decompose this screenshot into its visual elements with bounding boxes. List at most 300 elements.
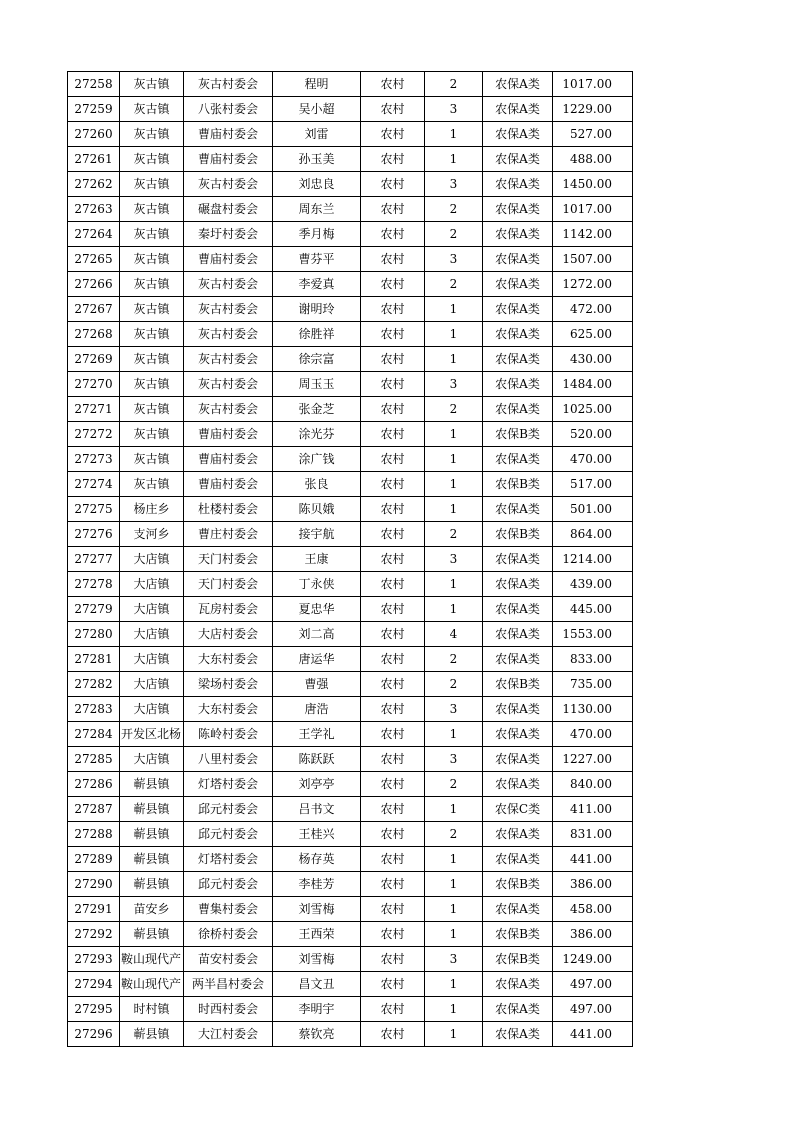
town-cell: 蕲县镇 [120, 847, 184, 872]
table-row [68, 222, 633, 247]
record-id-cell: 27294 [68, 972, 120, 997]
table-row [68, 922, 633, 947]
table-row [68, 697, 633, 722]
member-count-cell: 1 [425, 872, 483, 897]
town-cell: 灰古镇 [120, 197, 184, 222]
record-id-cell: 27290 [68, 872, 120, 897]
record-id-cell: 27289 [68, 847, 120, 872]
household-type-cell: 农村 [361, 197, 425, 222]
household-type-cell: 农村 [361, 122, 425, 147]
member-count-cell: 1 [425, 797, 483, 822]
person-name-cell: 程明 [273, 72, 361, 97]
town-cell: 大店镇 [120, 622, 184, 647]
person-name-cell: 涂光芬 [273, 422, 361, 447]
person-name-cell: 杨存英 [273, 847, 361, 872]
household-type-cell: 农村 [361, 397, 425, 422]
household-type-cell: 农村 [361, 897, 425, 922]
town-cell: 蕲县镇 [120, 822, 184, 847]
table-row [68, 847, 633, 872]
record-id-cell: 27267 [68, 297, 120, 322]
insurance-category-cell: 农保A类 [483, 647, 553, 672]
record-id-cell: 27292 [68, 922, 120, 947]
town-cell: 蕲县镇 [120, 1022, 184, 1047]
member-count-cell: 2 [425, 772, 483, 797]
person-name-cell: 张良 [273, 472, 361, 497]
record-id-cell: 27266 [68, 272, 120, 297]
village-committee-cell: 灰古村委会 [184, 322, 273, 347]
amount-cell: 1484.00 [553, 372, 633, 397]
amount-cell: 470.00 [553, 722, 633, 747]
person-name-cell: 孙玉美 [273, 147, 361, 172]
town-cell: 灰古镇 [120, 372, 184, 397]
person-name-cell: 王西荣 [273, 922, 361, 947]
household-type-cell: 农村 [361, 772, 425, 797]
table-row [68, 272, 633, 297]
member-count-cell: 3 [425, 747, 483, 772]
insurance-category-cell: 农保A类 [483, 497, 553, 522]
amount-cell: 488.00 [553, 147, 633, 172]
record-id-cell: 27258 [68, 72, 120, 97]
amount-cell: 527.00 [553, 122, 633, 147]
village-committee-cell: 秦圩村委会 [184, 222, 273, 247]
record-id-cell: 27278 [68, 572, 120, 597]
member-count-cell: 1 [425, 722, 483, 747]
insurance-category-cell: 农保B类 [483, 672, 553, 697]
village-committee-cell: 灰古村委会 [184, 397, 273, 422]
member-count-cell: 3 [425, 947, 483, 972]
town-cell: 苗安乡 [120, 897, 184, 922]
table-row [68, 647, 633, 672]
household-type-cell: 农村 [361, 497, 425, 522]
amount-cell: 1130.00 [553, 697, 633, 722]
record-id-cell: 27262 [68, 172, 120, 197]
household-type-cell: 农村 [361, 422, 425, 447]
insurance-category-cell: 农保A类 [483, 272, 553, 297]
amount-cell: 497.00 [553, 972, 633, 997]
record-id-cell: 27286 [68, 772, 120, 797]
town-cell: 蕲县镇 [120, 797, 184, 822]
person-name-cell: 徐胜祥 [273, 322, 361, 347]
table-row [68, 497, 633, 522]
record-id-cell: 27288 [68, 822, 120, 847]
town-cell: 时村镇 [120, 997, 184, 1022]
amount-cell: 472.00 [553, 297, 633, 322]
town-cell: 灰古镇 [120, 247, 184, 272]
amount-cell: 1214.00 [553, 547, 633, 572]
amount-cell: 1507.00 [553, 247, 633, 272]
village-committee-cell: 苗安村委会 [184, 947, 273, 972]
village-committee-cell: 徐桥村委会 [184, 922, 273, 947]
household-type-cell: 农村 [361, 747, 425, 772]
member-count-cell: 2 [425, 272, 483, 297]
table-row [68, 372, 633, 397]
table-row [68, 1022, 633, 1047]
village-committee-cell: 曹庄村委会 [184, 522, 273, 547]
household-type-cell: 农村 [361, 172, 425, 197]
member-count-cell: 2 [425, 197, 483, 222]
person-name-cell: 刘忠良 [273, 172, 361, 197]
record-id-cell: 27277 [68, 547, 120, 572]
person-name-cell: 夏忠华 [273, 597, 361, 622]
insurance-category-cell: 农保C类 [483, 797, 553, 822]
member-count-cell: 1 [425, 122, 483, 147]
village-committee-cell: 灰古村委会 [184, 297, 273, 322]
member-count-cell: 2 [425, 822, 483, 847]
table-row [68, 447, 633, 472]
record-id-cell: 27272 [68, 422, 120, 447]
amount-cell: 501.00 [553, 497, 633, 522]
amount-cell: 458.00 [553, 897, 633, 922]
record-id-cell: 27296 [68, 1022, 120, 1047]
member-count-cell: 2 [425, 672, 483, 697]
person-name-cell: 陈跃跃 [273, 747, 361, 772]
village-committee-cell: 邱元村委会 [184, 872, 273, 897]
town-cell: 大店镇 [120, 697, 184, 722]
insurance-category-cell: 农保A类 [483, 847, 553, 872]
village-committee-cell: 曹庙村委会 [184, 122, 273, 147]
table-row [68, 597, 633, 622]
town-cell: 大店镇 [120, 672, 184, 697]
insurance-category-cell: 农保A类 [483, 72, 553, 97]
record-id-cell: 27271 [68, 397, 120, 422]
household-type-cell: 农村 [361, 722, 425, 747]
member-count-cell: 1 [425, 297, 483, 322]
household-type-cell: 农村 [361, 647, 425, 672]
household-type-cell: 农村 [361, 372, 425, 397]
member-count-cell: 2 [425, 222, 483, 247]
amount-cell: 517.00 [553, 472, 633, 497]
insurance-category-cell: 农保A类 [483, 172, 553, 197]
town-cell: 大店镇 [120, 597, 184, 622]
member-count-cell: 1 [425, 847, 483, 872]
table-row [68, 297, 633, 322]
record-id-cell: 27263 [68, 197, 120, 222]
village-committee-cell: 时西村委会 [184, 997, 273, 1022]
amount-cell: 411.00 [553, 797, 633, 822]
village-committee-cell: 天门村委会 [184, 572, 273, 597]
amount-cell: 735.00 [553, 672, 633, 697]
member-count-cell: 1 [425, 347, 483, 372]
member-count-cell: 2 [425, 397, 483, 422]
amount-cell: 1025.00 [553, 397, 633, 422]
insurance-category-cell: 农保A类 [483, 397, 553, 422]
village-committee-cell: 邱元村委会 [184, 797, 273, 822]
insurance-category-cell: 农保B类 [483, 522, 553, 547]
village-committee-cell: 灰古村委会 [184, 347, 273, 372]
person-name-cell: 蔡钦亮 [273, 1022, 361, 1047]
amount-cell: 430.00 [553, 347, 633, 372]
town-cell: 灰古镇 [120, 272, 184, 297]
village-committee-cell: 曹庙村委会 [184, 472, 273, 497]
person-name-cell: 吴小超 [273, 97, 361, 122]
household-type-cell: 农村 [361, 297, 425, 322]
insurance-category-cell: 农保A类 [483, 822, 553, 847]
household-type-cell: 农村 [361, 997, 425, 1022]
amount-cell: 864.00 [553, 522, 633, 547]
table-row [68, 822, 633, 847]
insurance-category-cell: 农保A类 [483, 697, 553, 722]
amount-cell: 441.00 [553, 847, 633, 872]
record-id-cell: 27274 [68, 472, 120, 497]
town-cell: 灰古镇 [120, 297, 184, 322]
village-committee-cell: 两半昌村委会 [184, 972, 273, 997]
town-cell: 蕲县镇 [120, 872, 184, 897]
town-cell: 灰古镇 [120, 122, 184, 147]
member-count-cell: 3 [425, 172, 483, 197]
insurance-category-cell: 农保A类 [483, 322, 553, 347]
insurance-category-cell: 农保A类 [483, 997, 553, 1022]
household-type-cell: 农村 [361, 597, 425, 622]
table-row [68, 572, 633, 597]
record-id-cell: 27261 [68, 147, 120, 172]
member-count-cell: 1 [425, 997, 483, 1022]
insurance-category-cell: 农保A类 [483, 747, 553, 772]
member-count-cell: 3 [425, 697, 483, 722]
insurance-category-cell: 农保A类 [483, 897, 553, 922]
village-committee-cell: 天门村委会 [184, 547, 273, 572]
insurance-category-cell: 农保A类 [483, 572, 553, 597]
town-cell: 灰古镇 [120, 347, 184, 372]
person-name-cell: 周玉玉 [273, 372, 361, 397]
household-type-cell: 农村 [361, 222, 425, 247]
town-cell: 大店镇 [120, 647, 184, 672]
person-name-cell: 曹芬平 [273, 247, 361, 272]
village-committee-cell: 灯塔村委会 [184, 772, 273, 797]
person-name-cell: 曹强 [273, 672, 361, 697]
member-count-cell: 1 [425, 472, 483, 497]
member-count-cell: 1 [425, 322, 483, 347]
data-table [67, 71, 633, 1047]
person-name-cell: 王桂兴 [273, 822, 361, 847]
table-row [68, 97, 633, 122]
insurance-category-cell: 农保A类 [483, 622, 553, 647]
insurance-category-cell: 农保A类 [483, 1022, 553, 1047]
person-name-cell: 张金芝 [273, 397, 361, 422]
table-row [68, 997, 633, 1022]
household-type-cell: 农村 [361, 622, 425, 647]
record-id-cell: 27276 [68, 522, 120, 547]
village-committee-cell: 曹庙村委会 [184, 422, 273, 447]
person-name-cell: 昌文丑 [273, 972, 361, 997]
record-id-cell: 27282 [68, 672, 120, 697]
person-name-cell: 刘二高 [273, 622, 361, 647]
town-cell: 灰古镇 [120, 97, 184, 122]
town-cell: 灰古镇 [120, 72, 184, 97]
household-type-cell: 农村 [361, 247, 425, 272]
town-cell: 灰古镇 [120, 222, 184, 247]
table-row [68, 472, 633, 497]
amount-cell: 497.00 [553, 997, 633, 1022]
insurance-category-cell: 农保A类 [483, 122, 553, 147]
town-cell: 灰古镇 [120, 422, 184, 447]
table-row [68, 722, 633, 747]
person-name-cell: 吕书文 [273, 797, 361, 822]
household-type-cell: 农村 [361, 322, 425, 347]
amount-cell: 1272.00 [553, 272, 633, 297]
record-id-cell: 27284 [68, 722, 120, 747]
insurance-category-cell: 农保B类 [483, 922, 553, 947]
household-type-cell: 农村 [361, 97, 425, 122]
village-committee-cell: 灰古村委会 [184, 172, 273, 197]
amount-cell: 386.00 [553, 922, 633, 947]
person-name-cell: 王学礼 [273, 722, 361, 747]
member-count-cell: 1 [425, 422, 483, 447]
person-name-cell: 王康 [273, 547, 361, 572]
insurance-category-cell: 农保A类 [483, 597, 553, 622]
person-name-cell: 徐宗富 [273, 347, 361, 372]
table-row [68, 522, 633, 547]
insurance-category-cell: 农保A类 [483, 547, 553, 572]
village-committee-cell: 灰古村委会 [184, 372, 273, 397]
insurance-category-cell: 农保A类 [483, 372, 553, 397]
village-committee-cell: 曹集村委会 [184, 897, 273, 922]
person-name-cell: 李明宇 [273, 997, 361, 1022]
member-count-cell: 1 [425, 922, 483, 947]
table-row [68, 797, 633, 822]
household-type-cell: 农村 [361, 147, 425, 172]
record-id-cell: 27259 [68, 97, 120, 122]
member-count-cell: 4 [425, 622, 483, 647]
insurance-category-cell: 农保A类 [483, 722, 553, 747]
town-cell: 灰古镇 [120, 472, 184, 497]
table-row [68, 972, 633, 997]
record-id-cell: 27283 [68, 697, 120, 722]
town-cell: 鞍山现代产 [120, 947, 184, 972]
record-id-cell: 27280 [68, 622, 120, 647]
household-type-cell: 农村 [361, 522, 425, 547]
member-count-cell: 1 [425, 572, 483, 597]
insurance-category-cell: 农保B类 [483, 472, 553, 497]
table-row [68, 397, 633, 422]
record-id-cell: 27287 [68, 797, 120, 822]
insurance-category-cell: 农保A类 [483, 247, 553, 272]
household-type-cell: 农村 [361, 672, 425, 697]
amount-cell: 470.00 [553, 447, 633, 472]
record-id-cell: 27270 [68, 372, 120, 397]
amount-cell: 441.00 [553, 1022, 633, 1047]
amount-cell: 520.00 [553, 422, 633, 447]
town-cell: 灰古镇 [120, 397, 184, 422]
insurance-category-cell: 农保A类 [483, 772, 553, 797]
member-count-cell: 3 [425, 97, 483, 122]
village-committee-cell: 曹庙村委会 [184, 147, 273, 172]
household-type-cell: 农村 [361, 947, 425, 972]
table-row [68, 747, 633, 772]
table-row [68, 897, 633, 922]
household-type-cell: 农村 [361, 847, 425, 872]
amount-cell: 445.00 [553, 597, 633, 622]
household-type-cell: 农村 [361, 572, 425, 597]
town-cell: 灰古镇 [120, 172, 184, 197]
insurance-category-cell: 农保B类 [483, 422, 553, 447]
insurance-category-cell: 农保A类 [483, 347, 553, 372]
amount-cell: 1017.00 [553, 72, 633, 97]
village-committee-cell: 陈岭村委会 [184, 722, 273, 747]
town-cell: 蕲县镇 [120, 922, 184, 947]
record-id-cell: 27264 [68, 222, 120, 247]
person-name-cell: 唐运华 [273, 647, 361, 672]
household-type-cell: 农村 [361, 547, 425, 572]
household-type-cell: 农村 [361, 697, 425, 722]
member-count-cell: 2 [425, 72, 483, 97]
village-committee-cell: 八里村委会 [184, 747, 273, 772]
person-name-cell: 刘亭亭 [273, 772, 361, 797]
table-body [68, 72, 633, 1047]
record-id-cell: 27275 [68, 497, 120, 522]
household-type-cell: 农村 [361, 72, 425, 97]
record-id-cell: 27285 [68, 747, 120, 772]
insurance-category-cell: 农保A类 [483, 222, 553, 247]
record-id-cell: 27291 [68, 897, 120, 922]
insurance-category-cell: 农保A类 [483, 147, 553, 172]
amount-cell: 439.00 [553, 572, 633, 597]
table-row [68, 172, 633, 197]
village-committee-cell: 梁场村委会 [184, 672, 273, 697]
household-type-cell: 农村 [361, 872, 425, 897]
town-cell: 大店镇 [120, 547, 184, 572]
record-id-cell: 27268 [68, 322, 120, 347]
person-name-cell: 李桂芳 [273, 872, 361, 897]
member-count-cell: 1 [425, 497, 483, 522]
household-type-cell: 农村 [361, 1022, 425, 1047]
village-committee-cell: 灰古村委会 [184, 272, 273, 297]
member-count-cell: 1 [425, 597, 483, 622]
table-row [68, 772, 633, 797]
table-row [68, 547, 633, 572]
amount-cell: 1249.00 [553, 947, 633, 972]
amount-cell: 1229.00 [553, 97, 633, 122]
town-cell: 支河乡 [120, 522, 184, 547]
household-type-cell: 农村 [361, 922, 425, 947]
village-committee-cell: 邱元村委会 [184, 822, 273, 847]
village-committee-cell: 大东村委会 [184, 697, 273, 722]
person-name-cell: 接宇航 [273, 522, 361, 547]
village-committee-cell: 瓦房村委会 [184, 597, 273, 622]
table-row [68, 347, 633, 372]
household-type-cell: 农村 [361, 822, 425, 847]
record-id-cell: 27265 [68, 247, 120, 272]
member-count-cell: 3 [425, 372, 483, 397]
insurance-category-cell: 农保A类 [483, 447, 553, 472]
village-committee-cell: 八张村委会 [184, 97, 273, 122]
insurance-category-cell: 农保A类 [483, 972, 553, 997]
amount-cell: 1142.00 [553, 222, 633, 247]
table-row [68, 872, 633, 897]
household-type-cell: 农村 [361, 972, 425, 997]
village-committee-cell: 大店村委会 [184, 622, 273, 647]
member-count-cell: 2 [425, 522, 483, 547]
member-count-cell: 2 [425, 647, 483, 672]
village-committee-cell: 大东村委会 [184, 647, 273, 672]
record-id-cell: 27260 [68, 122, 120, 147]
record-id-cell: 27279 [68, 597, 120, 622]
household-type-cell: 农村 [361, 347, 425, 372]
table-row [68, 672, 633, 697]
record-id-cell: 27281 [68, 647, 120, 672]
town-cell: 开发区北杨 [120, 722, 184, 747]
person-name-cell: 刘雪梅 [273, 947, 361, 972]
table-row [68, 72, 633, 97]
person-name-cell: 刘雪梅 [273, 897, 361, 922]
amount-cell: 833.00 [553, 647, 633, 672]
member-count-cell: 1 [425, 447, 483, 472]
person-name-cell: 陈贝娥 [273, 497, 361, 522]
village-committee-cell: 灰古村委会 [184, 72, 273, 97]
amount-cell: 1227.00 [553, 747, 633, 772]
town-cell: 杨庄乡 [120, 497, 184, 522]
amount-cell: 831.00 [553, 822, 633, 847]
table-row [68, 322, 633, 347]
